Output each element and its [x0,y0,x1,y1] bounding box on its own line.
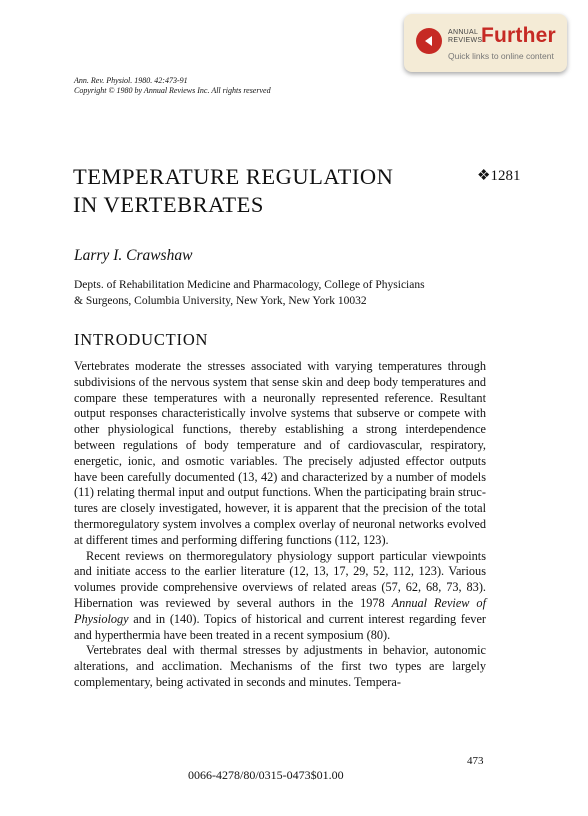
further-label: Further [481,24,556,47]
citation [74,76,271,96]
citation-journal: Ann. Rev. Physiol. 1980. 42:473-91 [74,76,188,85]
body-text [74,359,486,691]
quick-links-label: Quick links to online content [448,51,554,61]
paragraph: Recent reviews on thermoregulatory physiology support particular viewpoints and initiate access to the earlier literature (12, 13, 17, 29, 52, 112, 123). Various volumes provide comprehensive overviews of related areas (57, 62, 68, 73, 83). Hibernation was reviewed by several authors in the 1978 Annual Review of Physiology and in (140). Topics of historical and current interest regarding fever and hyperthermia have been treated in a recent symposium (80). [74,548,486,642]
footer-code: 0066-4278/80/0315-0473$01.00 [188,768,344,782]
citation-copyright: Copyright © 1980 by Annual Reviews Inc. All rights reserved [74,86,271,95]
journal-title-italic: Annual Review of Physiology [74,595,486,626]
affiliation: Depts. of Rehabilitation Medicine and Pharmacology, College of Physicians & Surgeons, Columbia University, New York, New York 10032 [74,279,425,307]
annual-reviews-logo-text: ANNUAL REVIEWS [448,29,483,44]
further-banner[interactable] [404,14,567,72]
page-number: 473 [467,755,484,767]
section-heading: INTRODUCTION [74,330,209,349]
paragraph: Vertebrates deal with thermal stresses by adjustments in behavior, autonomic alterations, and acclimation. Mechanisms of the first two types are largely complementary, being activated in seconds and minutes. Tempera- [74,643,486,689]
article-title: TEMPERATURE REGULATION IN VERTEBRATES [73,164,394,217]
article-number: ❖1281 [477,168,521,184]
author-name: Larry I. Crawshaw [74,247,193,264]
paragraph: Vertebrates moderate the stresses associated with varying temperatures through subdivisions of the nervous system that sense skin and deep body temperatures and compare these temperatures with a neuronally represented reference. Resultant output responses characteristically involve systems that subserve or compete with other physiological functions, thereby establishing a strong interdependence between regulations of body temperature and of cardiovascular, respiratory, energetic, ionic, and osmotic variables. The precisely adjusted effector outputs have been carefully documented (13, 42) and characterized by a number of models (11) relating thermal input and output functions. When the participating brain structures are closely investigated, however, it is apparent that the precision of the total thermoregulatory system involves a complex overlay of neuronal networks evolved at different times and performing differing functions (112, 123). [74,359,486,547]
play-icon [416,28,442,54]
